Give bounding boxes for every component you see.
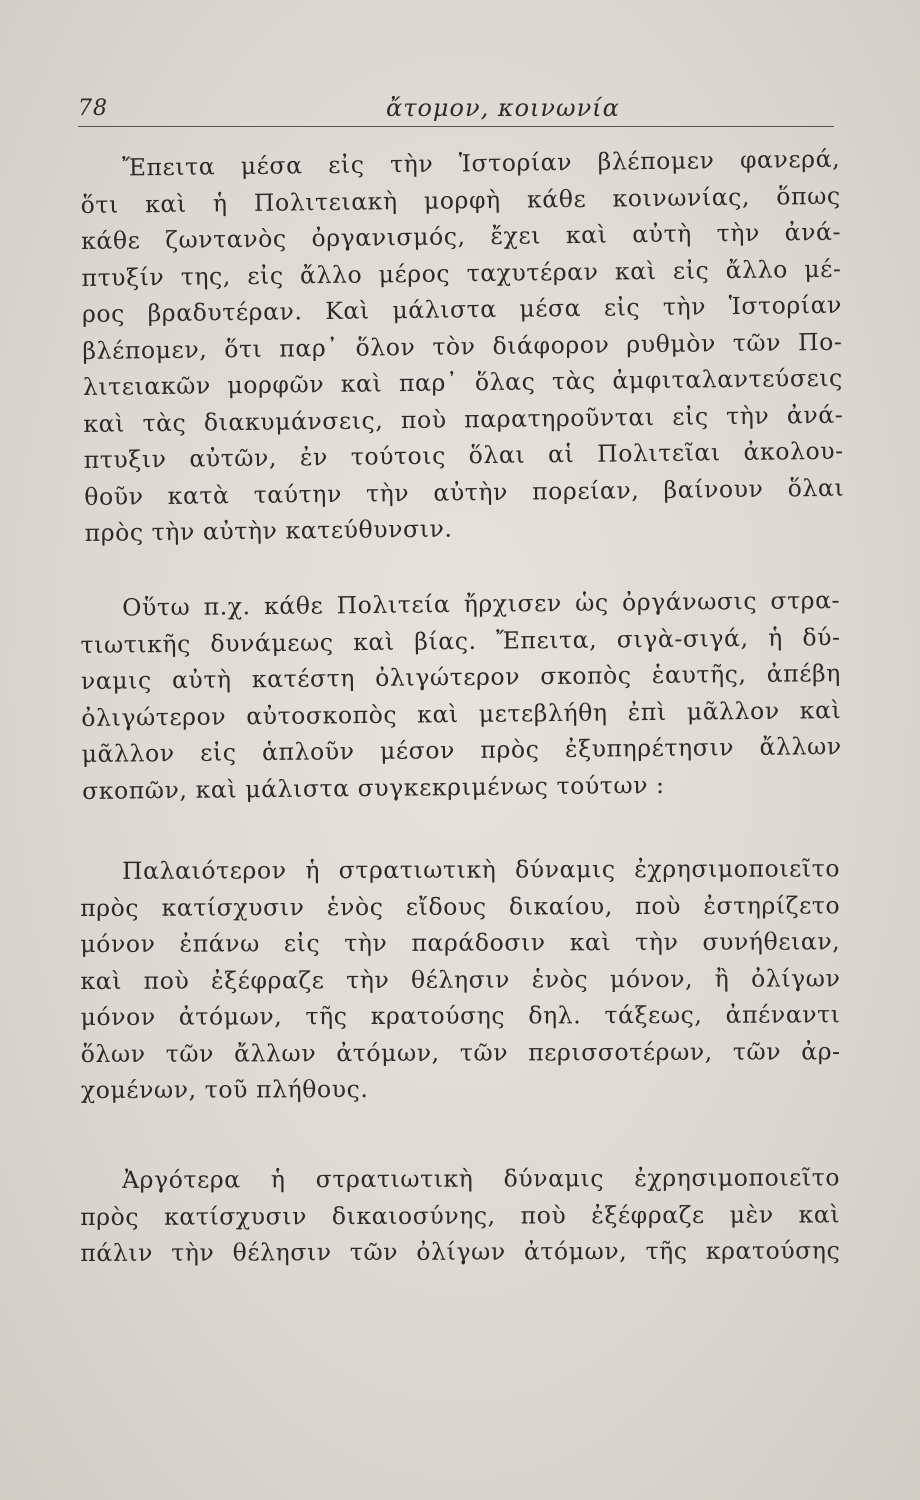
page-body [80,144,845,1310]
text-line: λιτειακῶν μορφῶν καὶ παρ᾽ ὅλας τὰς ἀμφιταλαντεύσεις [82,363,844,401]
text-line: πρὸς τὴν αὐτὴν κατεύθυνσιν. [84,514,453,547]
text-line: μόνον ἐπάνω εἰς τὴν παράδοσιν καὶ τὴν συνήθειαν, [80,926,841,958]
text-line: Ἔπειτα μέσα εἰς τὴν Ἱστορίαν βλέπομεν φανερά, [122,144,841,182]
text-line: καὶ ποὺ ἐξέφραζε τὴν θέλησιν ἑνὸς μόνον, ἢ ὀλίγων [80,963,841,994]
paragraph [80,582,842,809]
running-head: ἄτομον, κοινωνία [386,94,620,122]
text-line: καὶ τὰς διακυμάνσεις, ποὺ παρατηροῦνται εἰς τὴν ἀνά- [83,400,844,438]
text-line: ναμις αὐτὴ κατέστη ὀλιγώτερον σκοπὸς ἑαυτῆς, ἀπέβη [80,658,842,695]
text-line: τιωτικῆς δυνάμεως καὶ βίας. Ἔπειτα, σιγὰ-σιγά, ἡ δύ- [80,622,841,658]
text-line: Ἀργότερα ἡ στρατιωτικὴ δύναμις ἐχρησιμοποιεῖτο [122,1163,841,1194]
text-line: πτυξιν αὐτῶν, ἐν τούτοις ὅλαι αἱ Πολιτεῖαι ἀκολου- [83,436,844,474]
text-line: βλέπομεν, ὅτι παρ᾽ ὅλον τὸν διάφορον ρυθμὸν τῶν Πο- [82,327,843,365]
text-line: πάλιν τὴν θέλησιν τῶν ὀλίγων ἀτόμων, τῆς κρατούσης [80,1236,841,1267]
text-line: ρος βραδυτέραν. Καὶ μάλιστα μέσα εἰς τὴν Ἱστορίαν [81,290,843,328]
paragraph [80,141,845,552]
page-number: 78 [78,96,108,121]
text-line: ὀλιγώτερον αὐτοσκοπὸς καὶ μετεβλήθη ἐπὶ μᾶλλον καὶ [81,695,842,731]
text-line: μᾶλλον εἰς ἁπλοῦν μέσον πρὸς ἐξυπηρέτησιν ἄλλων [81,731,842,768]
text-line: κάθε ζωντανὸς ὀργανισμός, ἔχει καὶ αὐτὴ τὴν ἀνά- [80,217,842,255]
text-line: σκοπῶν, καὶ μάλιστα συγκεκριμένως τούτων : [81,769,665,804]
paragraph [80,850,841,1108]
text-line: πτυξίν της, εἰς ἄλλο μέρος ταχυτέραν καὶ εἰς ἄλλο μέ- [81,254,842,292]
page-header [78,92,834,127]
text-line: πρὸς κατίσχυσιν ἑνὸς εἴδους δικαίου, ποὺ ἐστηρίζετο [80,890,841,921]
text-line: ὅτι καὶ ἡ Πολιτειακὴ μορφὴ κάθε κοινωνίας, ὅπως [80,181,841,219]
text-line: Οὕτω π.χ. κάθε Πολιτεία ἤρχισεν ὡς ὀργάνωσις στρα- [122,585,841,622]
paragraph [80,1159,840,1271]
text-line: μόνον ἀτόμων, τῆς κρατούσης δηλ. τάξεως, ἀπέναντι [80,999,841,1031]
text-line: Παλαιότερον ἡ στρατιωτικὴ δύναμις ἐχρησιμοποιεῖτο [122,853,841,885]
text-line: ὅλων τῶν ἄλλων ἀτόμων, τῶν περισσοτέρων, τῶν ἀρ- [80,1036,841,1067]
text-line: χομένων, τοῦ πλήθους. [80,1074,369,1104]
text-line: θοῦν κατὰ ταύτην τὴν αὐτὴν πορείαν, βαίνουν ὅλαι [84,473,845,511]
text-line: πρὸς κατίσχυσιν δικαιοσύνης, ποὺ ἐξέφραζε μὲν καὶ [80,1199,841,1231]
